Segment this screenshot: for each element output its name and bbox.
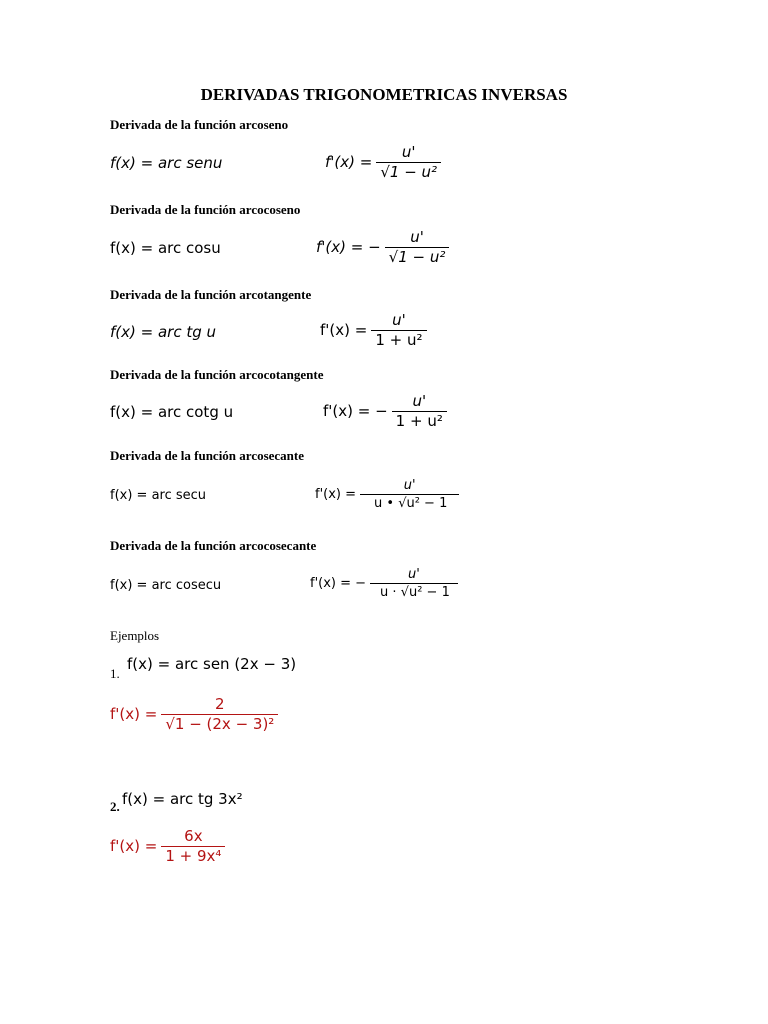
numerator: 6x — [184, 827, 203, 845]
numerator: u' — [412, 392, 427, 410]
section-heading-arcocoseno: Derivada de la función arcocoseno — [110, 202, 301, 217]
page-title: DERIVADAS TRIGONOMETRICAS INVERSAS — [200, 85, 568, 104]
example-number: 1. — [110, 666, 120, 681]
fraction — [161, 829, 225, 864]
denominator: u • √u² − 1 — [360, 494, 459, 510]
numerator: 2 — [215, 695, 225, 713]
derivative-lhs: f'(x) = — [320, 321, 368, 339]
section-heading-arcotangente: Derivada de la función arcotangente — [110, 287, 312, 302]
fraction — [161, 697, 278, 732]
derivative-arcotangente — [320, 313, 427, 348]
derivative-arcocoseno — [316, 230, 449, 265]
denominator: 1 + u² — [371, 330, 426, 348]
function-arcocotangente: f(x) = arc cotg u — [110, 403, 234, 421]
function-arcocosecante: f(x) = arc cosecu — [110, 578, 222, 593]
derivative-lhs: f'(x) = − — [323, 402, 388, 420]
derivative-arcoseno — [325, 145, 441, 180]
fraction — [392, 394, 447, 429]
numerator: u' — [403, 478, 416, 493]
denominator: 1 + 9x⁴ — [161, 846, 225, 864]
derivative-lhs: f'(x) = — [315, 487, 357, 502]
derivative-lhs: f'(x) = — [325, 153, 373, 171]
numerator: u' — [408, 567, 420, 582]
denominator: √1 − u² — [385, 247, 450, 265]
example-number: 2. — [110, 799, 120, 814]
denominator: √1 − u² — [376, 162, 441, 180]
function-arcoseno: f(x) = arc senu — [110, 154, 223, 172]
fraction — [371, 313, 426, 348]
section-heading-arcoseno: Derivada de la función arcoseno — [110, 117, 289, 132]
derivative-arcosecante — [315, 479, 459, 510]
numerator: u' — [392, 311, 406, 329]
denominator: √1 − (2x − 3)² — [161, 714, 278, 732]
derivative-lhs: f'(x) = − — [316, 238, 381, 256]
derivative-arcocotangente — [323, 394, 447, 429]
fraction — [385, 230, 450, 265]
example-1-derivative — [110, 697, 278, 732]
fraction — [370, 568, 458, 599]
section-heading-arcocotangente: Derivada de la función arcocotangente — [110, 367, 324, 382]
section-heading-arcocosecante: Derivada de la función arcocosecante — [110, 538, 317, 553]
numerator: u' — [401, 143, 416, 161]
fraction — [360, 479, 459, 510]
denominator: u · √u² − 1 — [370, 583, 458, 599]
derivative-arcocosecante — [310, 568, 458, 599]
section-heading-arcosecante: Derivada de la función arcosecante — [110, 448, 305, 463]
example-2-derivative — [110, 829, 225, 864]
fraction — [376, 145, 441, 180]
derivative-lhs: f'(x) = — [110, 837, 158, 855]
example-2-function: f(x) = arc tg 3x² — [122, 790, 243, 808]
function-arcotangente: f(x) = arc tg u — [110, 323, 217, 341]
function-arcocoseno: f(x) = arc cosu — [110, 239, 221, 257]
denominator: 1 + u² — [392, 411, 447, 429]
function-arcosecante: f(x) = arc secu — [110, 488, 207, 503]
derivative-lhs: f'(x) = — [110, 705, 158, 723]
example-1-function: f(x) = arc sen (2x − 3) — [127, 655, 297, 673]
derivative-lhs: f'(x) = − — [310, 576, 367, 591]
examples-label: Ejemplos — [110, 628, 160, 643]
numerator: u' — [410, 228, 424, 246]
